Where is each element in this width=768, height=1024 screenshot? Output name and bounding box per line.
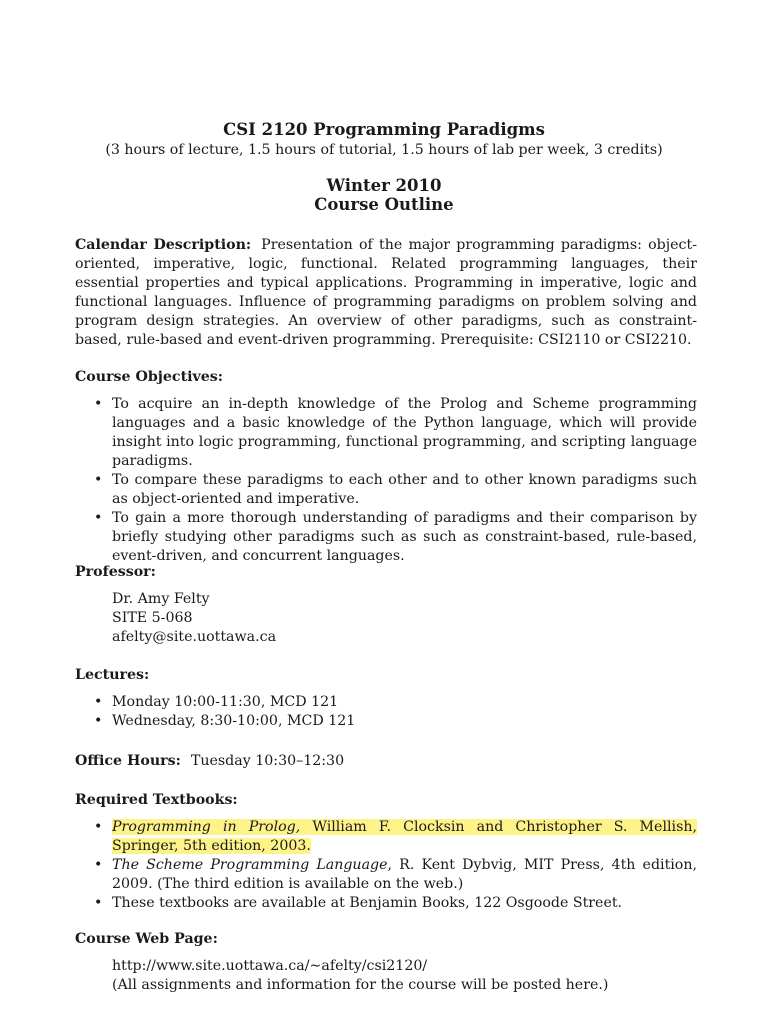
office-hours-label: Office Hours: [75, 753, 181, 769]
book-details: , R. Kent Dybvig, MIT Press, 4th edition, 2009. (The third edition is available on the web.) [112, 857, 697, 892]
textbook-availability: • These textbooks are available at Benjamin Books, 122 Osgoode Street. [92, 894, 697, 913]
list-item: • To gain a more thorough understanding of paradigms and their comparison by briefly studying other paradigms such as such as constraint-based, rule-based, event-driven, and concurrent languages. [92, 509, 697, 566]
calendar-description-text: Presentation of the major programming paradigms: object-oriented, imperative, logic, functional. Related programming languages, their essential properties and typical applications. Programming in imperative, logic and functional languages. Influence of programming paradigms on problem solving and program design strategies. An overview of other paradigms, such as constraint-based, rule-based and event-driven programming. Prerequisite: CSI2110 or CSI2210. [75, 237, 697, 348]
document-type-label: Course Outline [314, 195, 454, 214]
term-label: Winter 2010 [326, 176, 442, 195]
highlight-mark [112, 819, 697, 854]
book-title: Programming in Prolog, [112, 819, 301, 835]
course-url-link[interactable]: http://www.site.uottawa.ca/∼afelty/csi2120/ [112, 958, 428, 974]
professor-name: Dr. Amy Felty [112, 591, 210, 607]
web-page-heading: Course Web Page: [75, 931, 218, 947]
textbooks-heading: Required Textbooks: [75, 792, 238, 808]
lectures-heading: Lectures: [75, 667, 150, 683]
textbook-item-scheme [92, 856, 697, 894]
lectures-list [92, 693, 697, 731]
course-hours-subtitle: (3 hours of lecture, 1.5 hours of tutorial, 1.5 hours of lab per week, 3 credits) [105, 142, 663, 158]
calendar-description-label: Calendar Description: [75, 237, 252, 253]
list-item: • To compare these paradigms to each other and to other known paradigms such as object-oriented and imperative. [92, 471, 697, 509]
term-heading [0, 176, 768, 214]
calendar-description [75, 236, 697, 350]
professor-heading: Professor: [75, 564, 156, 580]
list-item: • Monday 10:00-11:30, MCD 121 [92, 693, 697, 712]
textbooks-list [92, 818, 697, 913]
professor-info [112, 590, 276, 647]
book-details: William F. Clocksin and Christopher S. Mellish, Springer, 5th edition, 2003. [112, 819, 697, 854]
course-title: CSI 2120 Programming Paradigms [223, 120, 545, 139]
professor-email[interactable]: afelty@site.uottawa.ca [112, 629, 277, 645]
book-title: The Scheme Programming Language [112, 857, 388, 873]
professor-office: SITE 5-068 [112, 610, 193, 626]
office-hours-value: Tuesday 10:30–12:30 [190, 753, 345, 769]
list-item: • Wednesday, 8:30-10:00, MCD 121 [92, 712, 697, 731]
list-item: • To acquire an in-depth knowledge of the Prolog and Scheme programming languages and a basic knowledge of the Python language, which will provide insight into logic programming, functional programming, and scripting language paradigms. [92, 395, 697, 471]
objectives-heading: Course Objectives: [75, 369, 224, 385]
web-page-info [112, 957, 608, 995]
office-hours [75, 752, 697, 771]
web-page-note: (All assignments and information for the course will be posted here.) [112, 977, 609, 993]
textbook-item-prolog [92, 818, 697, 856]
objectives-list [92, 395, 697, 566]
